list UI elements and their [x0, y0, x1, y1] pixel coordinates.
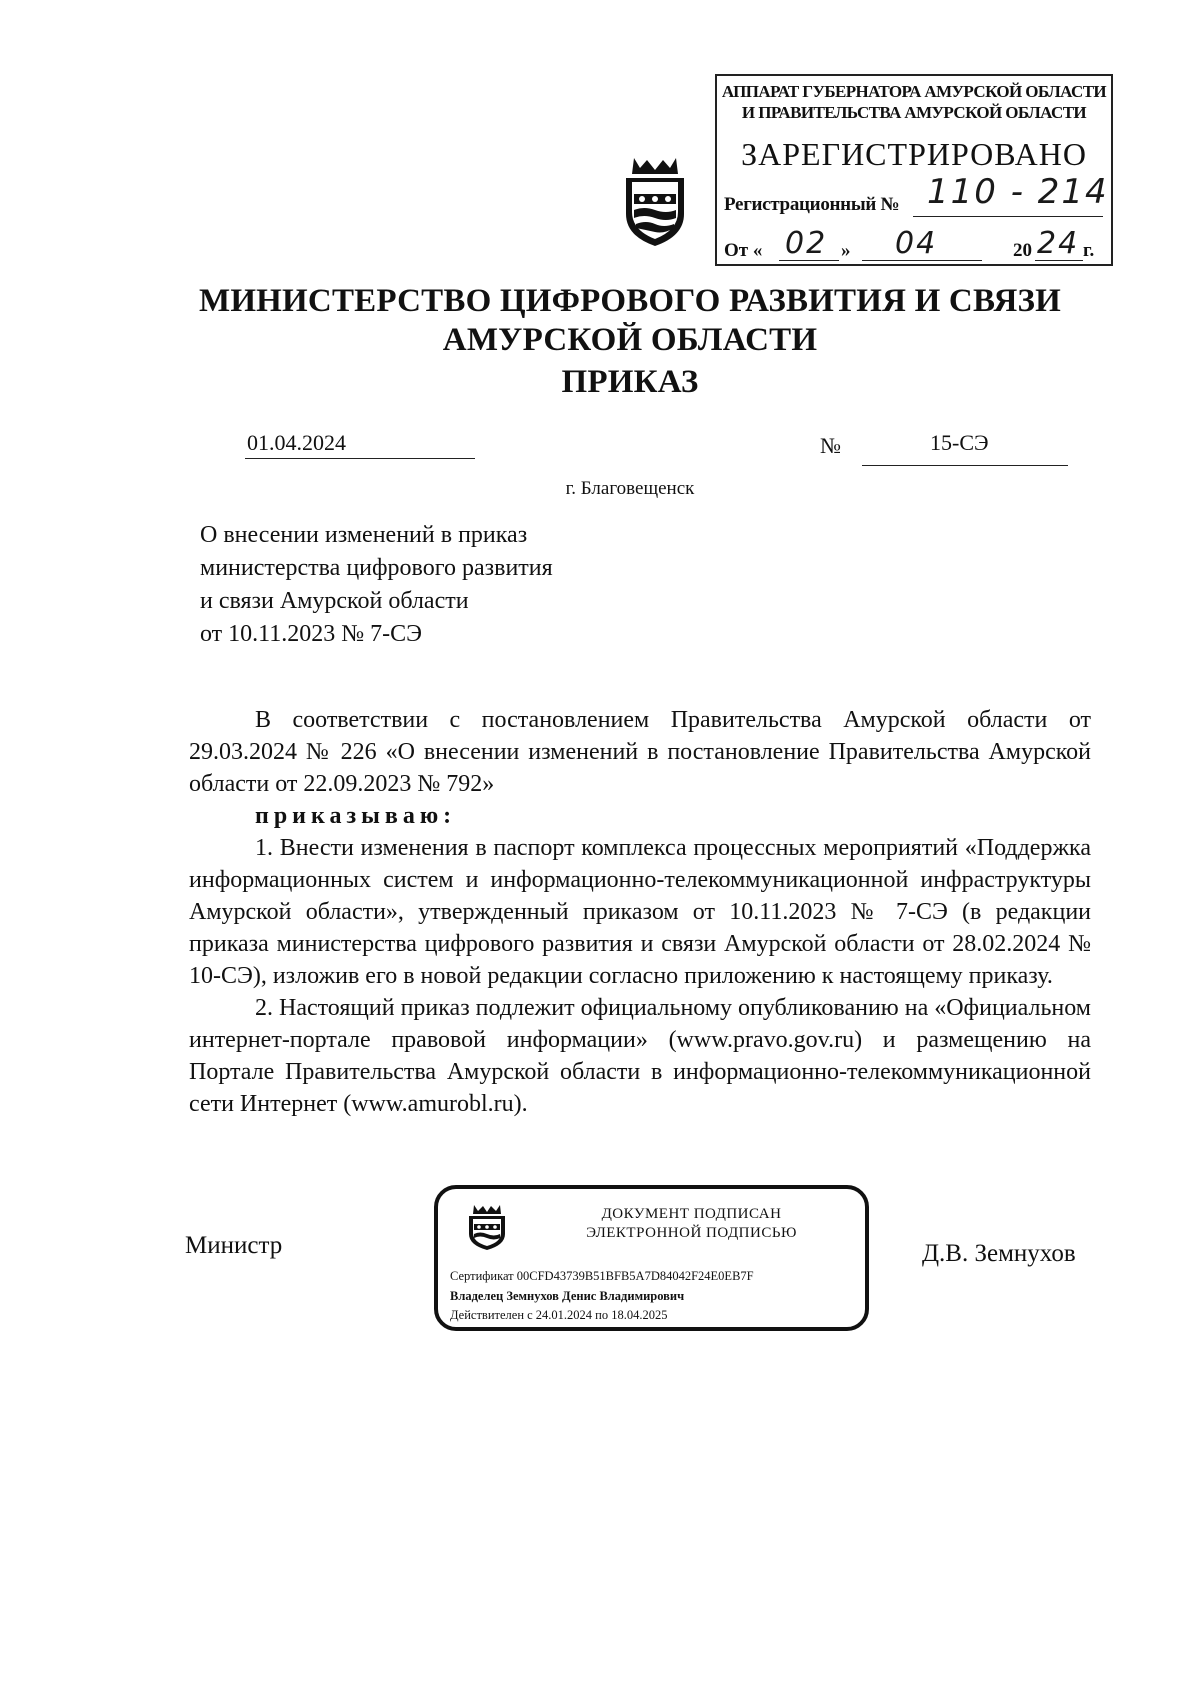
stamp-date-from: От «	[724, 240, 763, 261]
coat-of-arms-icon	[466, 1203, 508, 1251]
ministry-title-line1: МИНИСТЕРСТВО ЦИФРОВОГО РАЗВИТИЯ И СВЯЗИ	[198, 283, 1062, 319]
stamp-year-suffix: 24	[1037, 226, 1080, 261]
subject-line: и связи Амурской области	[200, 588, 469, 614]
coat-of-arms-icon	[620, 152, 690, 248]
registration-stamp	[715, 74, 1113, 266]
item-2-paragraph: 2. Настоящий приказ подлежит официальному опубликованию на «Официальном интернет-портале правовой информации» (www.pravo.gov.ru) и размещению на Портале Правительства Амурской области в информационно-телекоммуникационной сети Интернет (www.amurobl.ru).	[189, 995, 1091, 1117]
stamp-reg-label: Регистрационный №	[724, 194, 900, 215]
esig-title-line1: ДОКУМЕНТ ПОДПИСАН	[601, 1206, 782, 1222]
stamp-reg-number: 110 - 214	[927, 172, 1109, 212]
stamp-org-line2: И ПРАВИТЕЛЬСТВА АМУРСКОЙ ОБЛАСТИ	[741, 103, 1087, 122]
signer-name: Д.В. Земнухов	[922, 1240, 1076, 1267]
order-city: г. Благовещенск	[565, 478, 695, 499]
electronic-signature-stamp	[434, 1185, 869, 1331]
subject-line: от 10.11.2023 № 7-СЭ	[200, 621, 423, 647]
order-number: 15-СЭ	[930, 430, 989, 455]
preamble-paragraph: В соответствии с постановлением Правительства Амурской области от 29.03.2024 № 226 «О внесении изменений в постановление Правительства Амурской области от 22.09.2023 № 792»	[189, 707, 1091, 797]
subject-line: министерства цифрового развития	[200, 555, 553, 581]
order-body	[189, 704, 1091, 1120]
esig-validity: Действителен с 24.01.2024 по 18.04.2025	[450, 1308, 668, 1322]
ministry-title-line2: АМУРСКОЙ ОБЛАСТИ	[442, 322, 818, 358]
stamp-org-line1: АППАРАТ ГУБЕРНАТОРА АМУРСКОЙ ОБЛАСТИ	[721, 82, 1107, 101]
stamp-date-month: 04	[895, 226, 938, 261]
stamp-reg-underline	[913, 216, 1103, 217]
order-number-underline	[862, 465, 1068, 466]
stamp-title: ЗАРЕГИСТРИРОВАНО	[741, 136, 1087, 172]
stamp-year-unit: г.	[1083, 240, 1095, 261]
esig-owner: Владелец Земнухов Денис Владимирович	[450, 1289, 685, 1303]
stamp-date-close: »	[841, 240, 851, 261]
signer-position: Министр	[185, 1232, 283, 1259]
stamp-year-prefix: 20	[1013, 240, 1032, 261]
esig-certificate: Сертификат 00CFD43739B51BFB5A7D84042F24E0EB7F	[450, 1269, 754, 1283]
esig-title-line2: ЭЛЕКТРОННОЙ ПОДПИСЬЮ	[586, 1225, 797, 1241]
item-1-paragraph: 1. Внести изменения в паспорт комплекса процессных мероприятий «Поддержка информационных систем и информационно-телекоммуникационной инфраструктуры Амурской области», утвержденный приказом от 10.11.2023 № 7-СЭ (в редакции приказа министерства цифрового развития и связи Амурской области от 28.02.2024 № 10-СЭ), изложив его в новой редакции согласно приложению к настоящему приказу.	[189, 835, 1091, 989]
order-subject	[200, 519, 720, 651]
stamp-date-day: 02	[785, 226, 828, 261]
order-word: приказываю:	[255, 803, 457, 829]
order-date-underline	[245, 458, 475, 459]
order-date: 01.04.2024	[247, 430, 346, 455]
subject-line: О внесении изменений в приказ	[200, 522, 528, 548]
document-type: ПРИКАЗ	[561, 364, 699, 400]
order-number-sign: №	[820, 433, 841, 458]
